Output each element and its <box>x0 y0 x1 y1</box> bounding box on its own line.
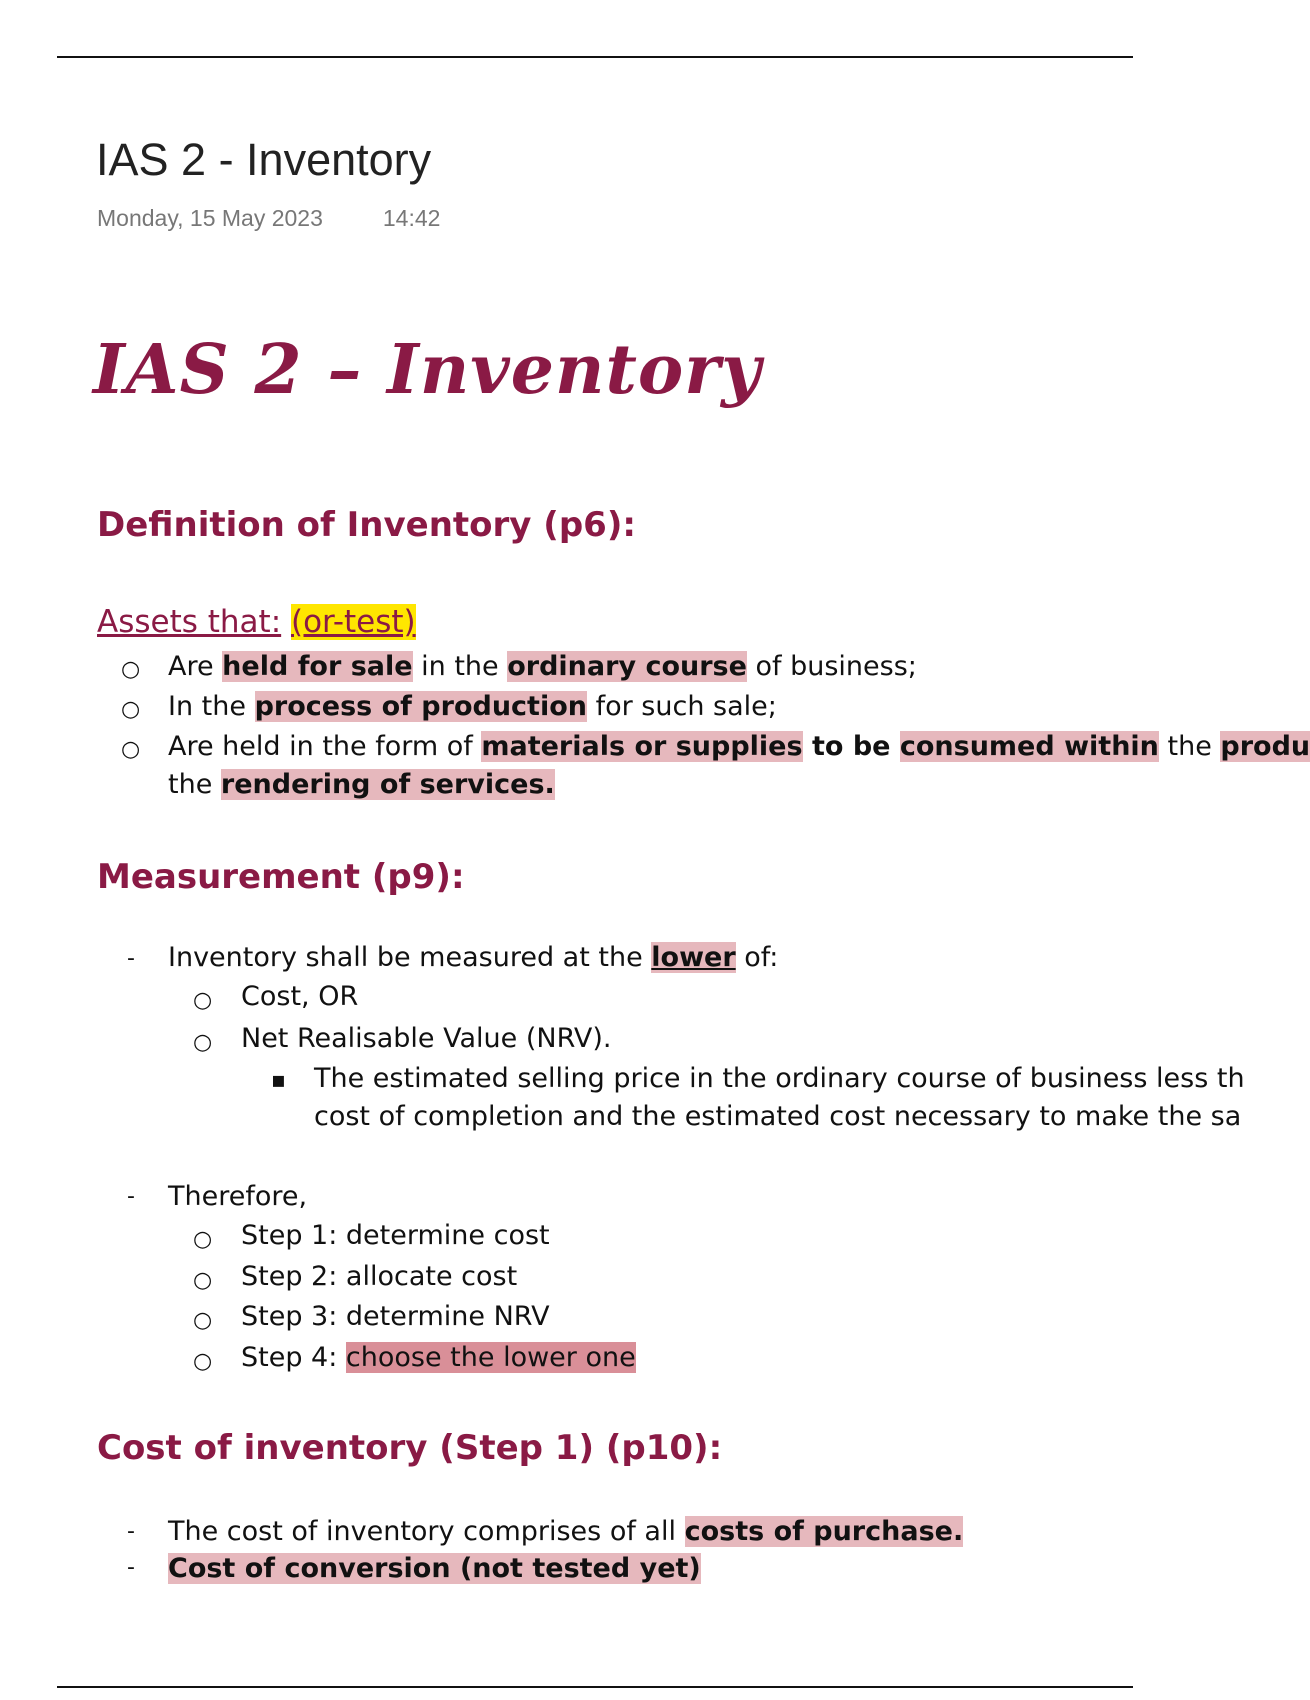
text: of business; <box>746 651 917 682</box>
highlight: produ <box>1220 731 1310 762</box>
highlight: costs of purchase. <box>684 1516 964 1547</box>
highlight: lower <box>651 942 736 973</box>
text: The cost of inventory comprises of all <box>168 1516 685 1547</box>
bullet-dash: - <box>127 1519 135 1544</box>
bullet-dash: - <box>127 1184 135 1209</box>
text: Step 4: <box>241 1342 346 1373</box>
text: in the <box>412 651 508 682</box>
measurement-heading: Measurement (p9): <box>97 857 465 897</box>
bullet-circle: ○ <box>193 1268 213 1293</box>
highlight: Cost of conversion (not tested yet) <box>168 1553 701 1584</box>
highlight: choose the lower one <box>345 1342 636 1373</box>
highlight: rendering of services. <box>220 769 555 800</box>
list-item: Therefore, <box>168 1181 308 1212</box>
list-item-clip <box>168 731 1310 773</box>
page-meta <box>97 205 440 232</box>
bullet-circle: ○ <box>193 1030 213 1055</box>
list-item: Step 2: allocate cost <box>241 1261 518 1292</box>
list-item <box>168 651 917 682</box>
cost-heading: Cost of inventory (Step 1) (p10): <box>97 1428 723 1468</box>
list-item <box>168 1516 963 1547</box>
text: for such sale; <box>587 691 777 722</box>
list-item <box>168 942 778 973</box>
definition-heading: Definition of Inventory (p6): <box>97 505 636 545</box>
page-date: Monday, 15 May 2023 <box>97 205 323 231</box>
bold-text: to be <box>802 731 900 762</box>
list-item: The estimated selling price in the ordinary course of business less th <box>314 1063 1245 1094</box>
list-item <box>168 691 777 722</box>
list-item: Net Realisable Value (NRV). <box>241 1023 612 1054</box>
bullet-dash: - <box>127 1555 135 1580</box>
brand-title: IAS 2 – Inventory <box>93 330 762 410</box>
list-item <box>168 1553 701 1584</box>
list-item <box>241 1342 636 1373</box>
list-item-continuation <box>168 769 555 800</box>
text: the <box>168 769 221 800</box>
list-item-continuation: cost of completion and the estimated cost necessary to make the sa <box>314 1101 1242 1132</box>
bullet-circle: ○ <box>121 697 141 722</box>
text: of: <box>735 942 779 973</box>
text: In the <box>168 691 255 722</box>
page-title: IAS 2 - Inventory <box>96 134 432 185</box>
text: Inventory shall be measured at the <box>168 942 652 973</box>
highlight: consumed within <box>899 731 1159 762</box>
list-item: Cost, OR <box>241 981 359 1012</box>
bullet-circle: ○ <box>121 737 141 762</box>
bullet-circle: ○ <box>193 1349 213 1374</box>
list-item: Step 3: determine NRV <box>241 1301 550 1332</box>
bullet-circle: ○ <box>193 1227 213 1252</box>
text: Are held in the form of <box>168 731 482 762</box>
text: Are <box>168 651 223 682</box>
nrv-clip <box>314 1063 1245 1143</box>
assets-line <box>97 604 416 640</box>
bottom-rule <box>57 1686 1133 1688</box>
highlight: process of production <box>254 691 587 722</box>
bullet-circle: ○ <box>193 1308 213 1333</box>
highlight: materials or supplies <box>481 731 803 762</box>
highlight: ordinary course <box>507 651 747 682</box>
bullet-square: ▪ <box>271 1068 286 1093</box>
bullet-circle: ○ <box>193 988 213 1013</box>
cut-line-clip <box>120 1553 1200 1584</box>
or-test-tag: (or-test) <box>291 604 416 640</box>
text: the <box>1158 731 1221 762</box>
list-item: Step 1: determine cost <box>241 1220 550 1251</box>
list-item <box>168 731 1310 762</box>
bullet-dash: - <box>127 946 135 971</box>
page-time: 14:42 <box>382 205 441 231</box>
assets-label: Assets that: <box>97 604 282 640</box>
bullet-circle: ○ <box>121 657 141 682</box>
highlight: held for sale <box>222 651 413 682</box>
top-rule <box>57 56 1133 58</box>
